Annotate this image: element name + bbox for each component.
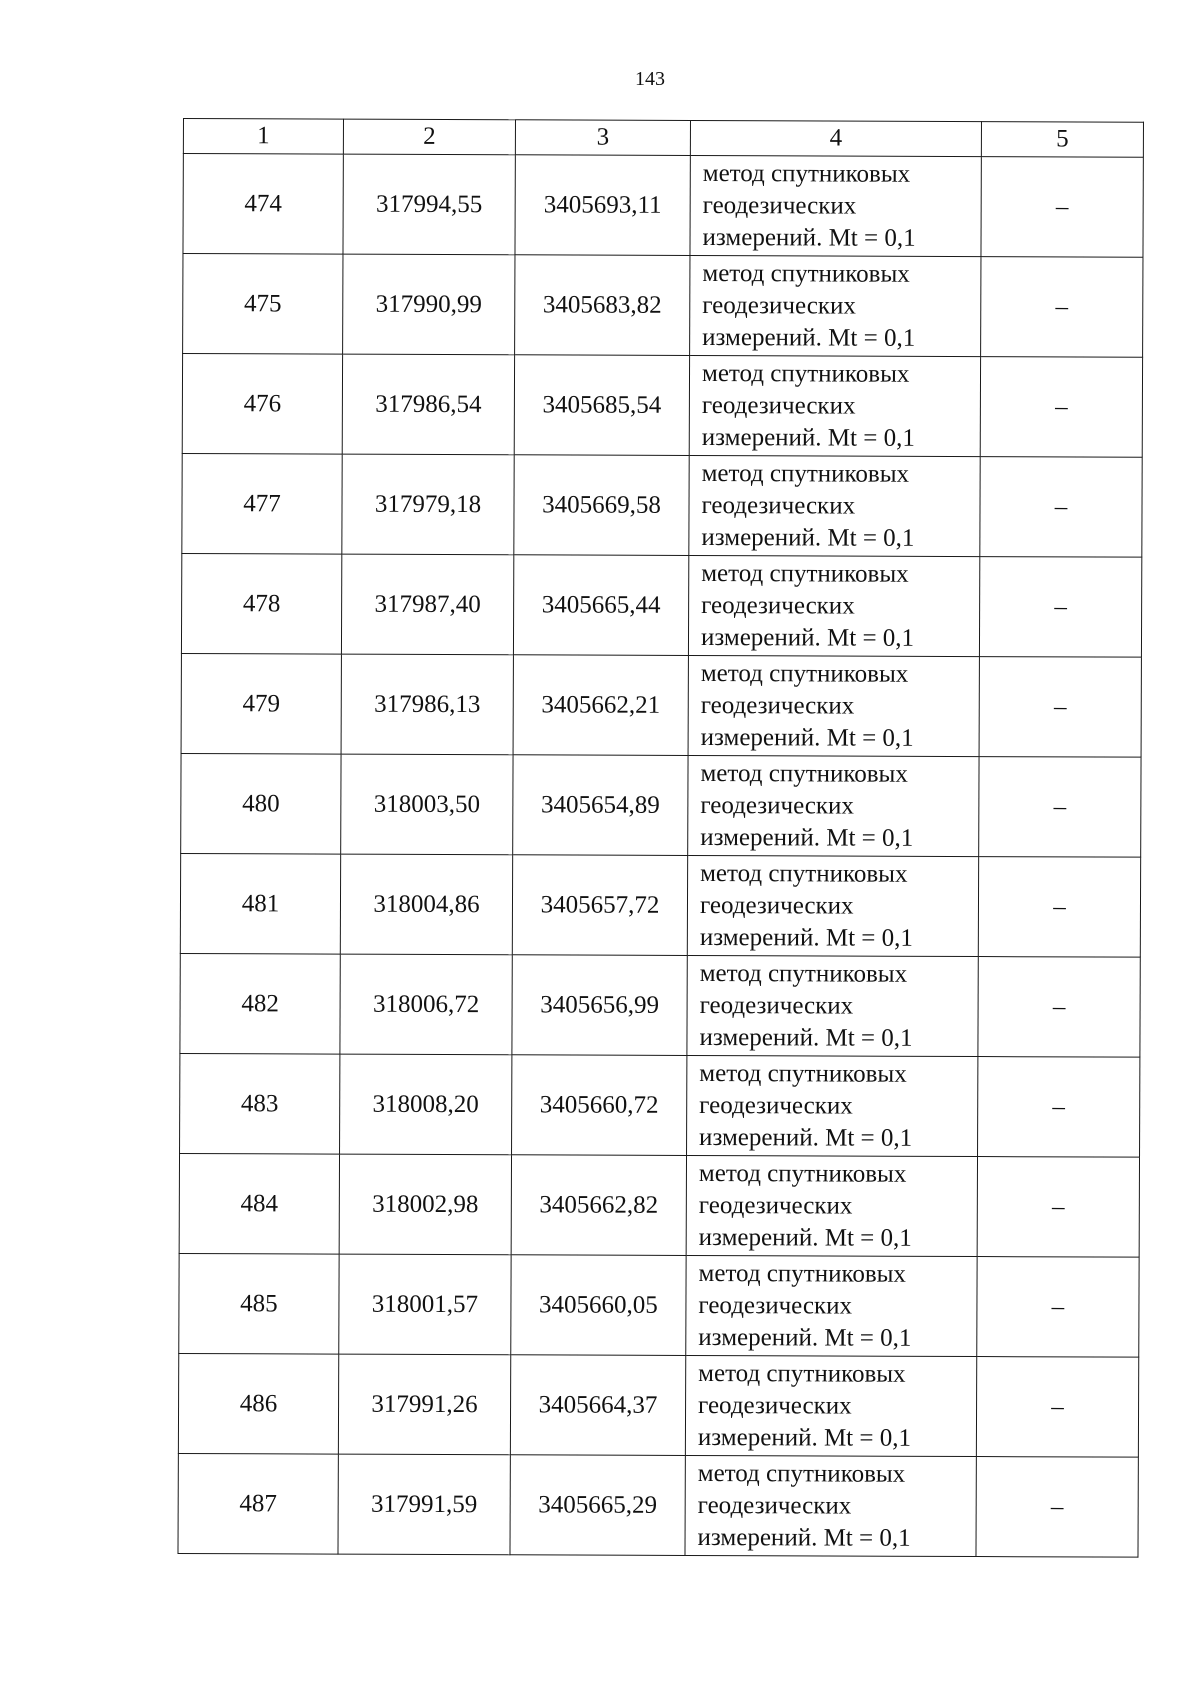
table-row	[182, 453, 1142, 557]
y-coordinate-cell: 3405665,29	[510, 1455, 685, 1556]
point-number-cell: 481	[180, 853, 340, 954]
method-line: геодезических	[701, 491, 856, 520]
method-line: метод спутниковых	[701, 459, 910, 488]
method-line: измерений. Mt = 0,1	[701, 423, 915, 452]
method-cell	[689, 355, 980, 456]
column-header-4: 4	[690, 120, 981, 156]
method-line: метод спутниковых	[699, 1059, 907, 1088]
column-header-2: 2	[343, 119, 515, 155]
table-header-row	[183, 119, 1143, 158]
method-line: геодезических	[701, 591, 855, 620]
y-coordinate-cell: 3405683,82	[515, 255, 690, 356]
x-coordinate-cell: 317991,59	[338, 1454, 510, 1555]
y-coordinate-cell: 3405669,58	[514, 455, 689, 556]
y-coordinate-cell: 3405693,11	[515, 155, 690, 256]
column-header-3: 3	[515, 120, 690, 156]
method-line: метод спутниковых	[701, 559, 909, 588]
y-coordinate-cell: 3405664,37	[510, 1355, 685, 1456]
note-cell: –	[981, 257, 1143, 358]
method-line: геодезических	[698, 1191, 853, 1220]
note-cell: –	[977, 1257, 1139, 1358]
note-cell: –	[978, 1057, 1140, 1158]
method-line: геодезических	[702, 291, 856, 320]
method-line: измерений. Mt = 0,1	[700, 823, 914, 852]
table-row	[181, 753, 1141, 857]
method-cell	[686, 1255, 977, 1356]
method-line: геодезических	[698, 1391, 852, 1420]
column-header-1: 1	[183, 119, 343, 155]
method-line: измерений. Mt = 0,1	[700, 623, 915, 652]
y-coordinate-cell: 3405654,89	[513, 755, 688, 856]
method-line: измерений. Mt = 0,1	[697, 1423, 912, 1452]
table-row	[178, 1353, 1138, 1457]
method-line: метод спутниковых	[698, 1159, 907, 1188]
method-line: измерений. Mt = 0,1	[702, 323, 916, 352]
method-line: метод спутниковых	[698, 1359, 906, 1388]
method-line: геодезических	[699, 891, 854, 920]
y-coordinate-cell: 3405660,05	[511, 1255, 686, 1356]
method-line: метод спутниковых	[698, 1259, 907, 1288]
note-cell: –	[978, 957, 1140, 1058]
method-cell	[685, 1455, 976, 1556]
method-cell	[685, 1355, 976, 1456]
x-coordinate-cell: 318004,86	[340, 854, 512, 955]
method-cell	[687, 855, 978, 956]
method-line: геодезических	[700, 791, 855, 820]
note-cell: –	[976, 1457, 1138, 1558]
table-row	[179, 1153, 1139, 1257]
method-cell	[690, 255, 981, 356]
point-number-cell: 482	[180, 953, 340, 1054]
table-row	[181, 553, 1141, 657]
note-cell: –	[979, 557, 1141, 658]
x-coordinate-cell: 317986,13	[341, 654, 513, 755]
x-coordinate-cell: 318002,98	[339, 1154, 511, 1255]
note-cell: –	[979, 757, 1141, 858]
point-number-cell: 484	[179, 1153, 339, 1254]
method-line: измерений. Mt = 0,1	[699, 1023, 913, 1052]
method-line: метод спутниковых	[702, 159, 911, 188]
x-coordinate-cell: 318001,57	[339, 1254, 511, 1355]
note-cell: –	[980, 357, 1142, 458]
method-line: измерений. Mt = 0,1	[699, 923, 913, 952]
method-line: измерений. Mt = 0,1	[698, 1223, 912, 1252]
y-coordinate-cell: 3405665,44	[513, 555, 688, 656]
column-header-5: 5	[981, 122, 1143, 158]
method-line: геодезических	[699, 1091, 853, 1120]
note-cell: –	[978, 857, 1140, 958]
point-number-cell: 487	[178, 1453, 338, 1554]
table-row	[180, 1053, 1140, 1157]
x-coordinate-cell: 317986,54	[342, 354, 514, 455]
method-line: измерений. Mt = 0,1	[701, 523, 915, 552]
method-line: измерений. Mt = 0,1	[698, 1323, 912, 1352]
method-line: метод спутниковых	[702, 259, 910, 288]
y-coordinate-cell: 3405656,99	[512, 955, 687, 1056]
point-number-cell: 480	[181, 753, 341, 854]
point-number-cell: 476	[182, 354, 342, 455]
method-line: геодезических	[698, 1291, 853, 1320]
table-row	[179, 1253, 1139, 1357]
method-cell	[690, 155, 981, 256]
point-number-cell: 485	[179, 1253, 339, 1354]
note-cell: –	[977, 1157, 1139, 1258]
y-coordinate-cell: 3405657,72	[512, 855, 687, 956]
x-coordinate-cell: 318003,50	[341, 754, 513, 855]
point-number-cell: 475	[183, 254, 343, 355]
x-coordinate-cell: 317990,99	[343, 254, 515, 355]
y-coordinate-cell: 3405660,72	[512, 1055, 687, 1156]
table-row	[183, 254, 1143, 358]
method-line: метод спутниковых	[700, 759, 908, 788]
method-line: геодезических	[702, 191, 857, 220]
method-line: метод спутниковых	[697, 1459, 906, 1488]
table-body	[178, 154, 1143, 1558]
method-cell	[687, 955, 978, 1056]
method-line: метод спутниковых	[701, 359, 910, 388]
point-number-cell: 483	[180, 1053, 340, 1154]
note-cell: –	[976, 1357, 1138, 1458]
method-line: измерений. Mt = 0,1	[699, 1123, 913, 1152]
table-row	[181, 653, 1141, 757]
x-coordinate-cell: 318006,72	[340, 954, 512, 1055]
method-cell	[686, 1155, 977, 1256]
method-line: геодезических	[699, 991, 854, 1020]
method-line: измерений. Mt = 0,1	[697, 1523, 911, 1552]
y-coordinate-cell: 3405662,21	[513, 655, 688, 756]
method-line: геодезических	[701, 391, 856, 420]
table-row	[178, 1453, 1138, 1557]
coordinates-table	[177, 118, 1144, 1558]
note-cell: –	[981, 157, 1143, 258]
method-cell	[687, 1055, 978, 1156]
table-row	[183, 154, 1143, 258]
x-coordinate-cell: 317979,18	[342, 454, 514, 555]
point-number-cell: 486	[178, 1353, 338, 1454]
method-cell	[688, 555, 979, 656]
method-cell	[688, 655, 979, 756]
method-cell	[689, 455, 980, 556]
x-coordinate-cell: 317987,40	[341, 554, 513, 655]
x-coordinate-cell: 318008,20	[340, 1054, 512, 1155]
point-number-cell: 478	[181, 553, 341, 654]
table-row	[182, 354, 1142, 458]
point-number-cell: 474	[183, 154, 343, 255]
method-line: метод спутниковых	[699, 959, 908, 988]
note-cell: –	[979, 657, 1141, 758]
method-line: измерений. Mt = 0,1	[702, 223, 916, 252]
table-row	[180, 853, 1140, 957]
point-number-cell: 477	[182, 453, 342, 554]
method-cell	[688, 755, 979, 856]
y-coordinate-cell: 3405685,54	[514, 355, 689, 456]
x-coordinate-cell: 317994,55	[343, 154, 515, 255]
note-cell: –	[980, 457, 1142, 558]
point-number-cell: 479	[181, 653, 341, 754]
x-coordinate-cell: 317991,26	[338, 1354, 510, 1455]
method-line: геодезических	[697, 1491, 852, 1520]
table-row	[180, 953, 1140, 1057]
page-number: 143	[635, 68, 665, 90]
y-coordinate-cell: 3405662,82	[511, 1155, 686, 1256]
method-line: метод спутниковых	[700, 859, 908, 888]
method-line: геодезических	[700, 691, 855, 720]
method-line: измерений. Mt = 0,1	[700, 723, 914, 752]
method-line: метод спутниковых	[700, 659, 909, 688]
